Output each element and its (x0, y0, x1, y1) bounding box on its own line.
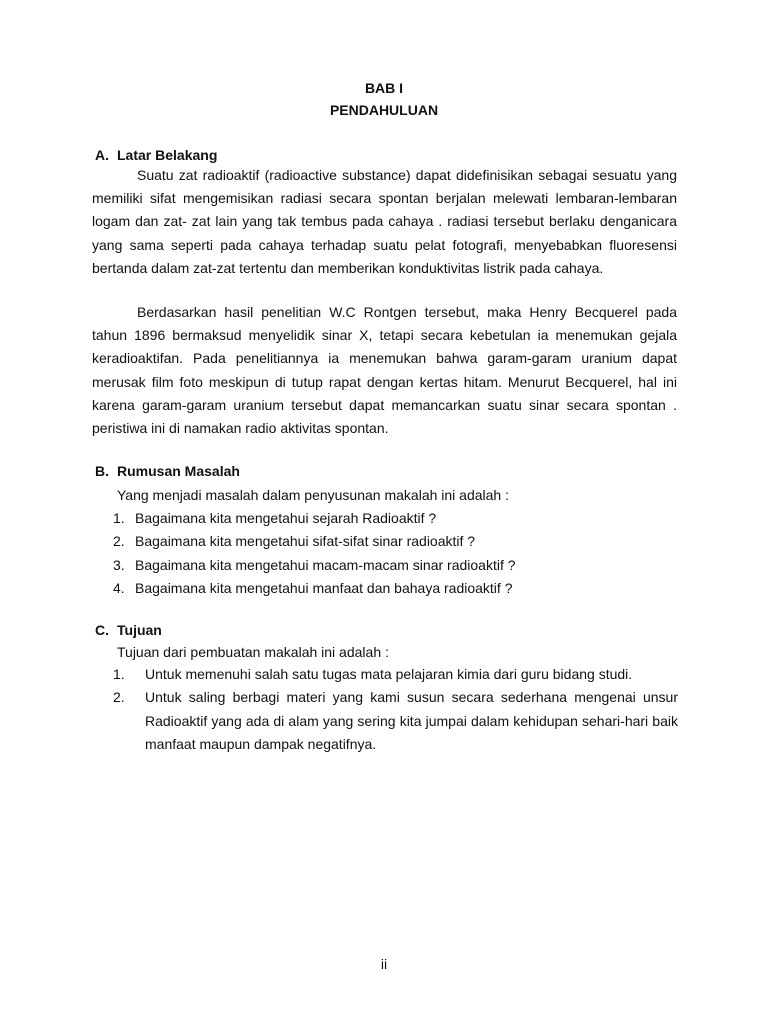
problem-list (113, 509, 516, 603)
page-number: ii (380, 956, 388, 972)
chapter-title: PENDAHULUAN (329, 102, 439, 118)
list-item: 3. Bagaimana kita mengetahui macam-macam sinar radioaktif ? (113, 556, 516, 573)
list-item: 1. Untuk memenuhi salah satu tugas mata pelajaran kimia dari guru bidang studi. (113, 666, 633, 682)
section-c-title: Tujuan (117, 622, 162, 638)
section-b-intro: Yang menjadi masalah dalam penyusunan makalah ini adalah : (117, 487, 509, 503)
list-item: 2. Bagaimana kita mengetahui sifat-sifat sinar radioaktif ? (113, 533, 476, 550)
chapter-label: BAB I (364, 80, 404, 96)
list-item: 4. Bagaimana kita mengetahui manfaat dan bahaya radioaktif ? (113, 580, 513, 597)
section-c-heading (95, 622, 162, 639)
section-a-heading (95, 147, 217, 164)
section-a-paragraph-2: Berdasarkan hasil penelitian W.C Rontgen tersebut, maka Henry Becquerel pada tahun 1896 bermaksud menyelidik sinar X, tetapi secara kebetulan ia menemukan gejala keradioaktifan. Pada penelitiannya ia menemukan bahwa garam-garam uranium dapat merusak film foto meskipun di tutup rapat dengan kertas hitam. Menurut Becquerel, hal ini karena garam-garam uranium tersebut dapat memancarkan suatu sinar secara spontan . peristiwa ini di namakan radio aktivitas spontan. (92, 304, 677, 437)
section-b-title: Rumusan Masalah (117, 463, 240, 479)
section-b-heading (95, 463, 240, 480)
list-item: 1. Bagaimana kita mengetahui sejarah Radioaktif ? (113, 510, 437, 526)
section-a-letter: A. (95, 147, 109, 163)
list-item: 2. Untuk saling berbagi materi yang kami susun secara sederhana mengenai unsur Radioaktif yang ada di alam yang sering kita jumpai dalam kehidupan sehari-hari baik manfaat maupun dampak negatifnya. (113, 689, 678, 753)
section-c-intro: Tujuan dari pembuatan makalah ini adalah : (117, 644, 389, 660)
section-a-paragraph-1: Suatu zat radioaktif (radioactive substance) dapat didefinisikan sebagai sesuatu yang memiliki sifat mengemisikan radiasi secara spontan berjalan melewati lembaran-lembaran logam dan zat- zat lain yang tak tembus pada cahaya . radiasi tersebut berlaku denganicara yang sama seperti pada cahaya terhadap suatu pelat fotografi, menyebabkan fluoresensi bertanda dalam zat-zat tertentu dan memberikan konduktivitas listrik pada cahaya. (92, 167, 677, 276)
section-b-letter: B. (95, 463, 109, 479)
section-c-letter: C. (95, 622, 109, 638)
section-a-title: Latar Belakang (117, 147, 218, 163)
